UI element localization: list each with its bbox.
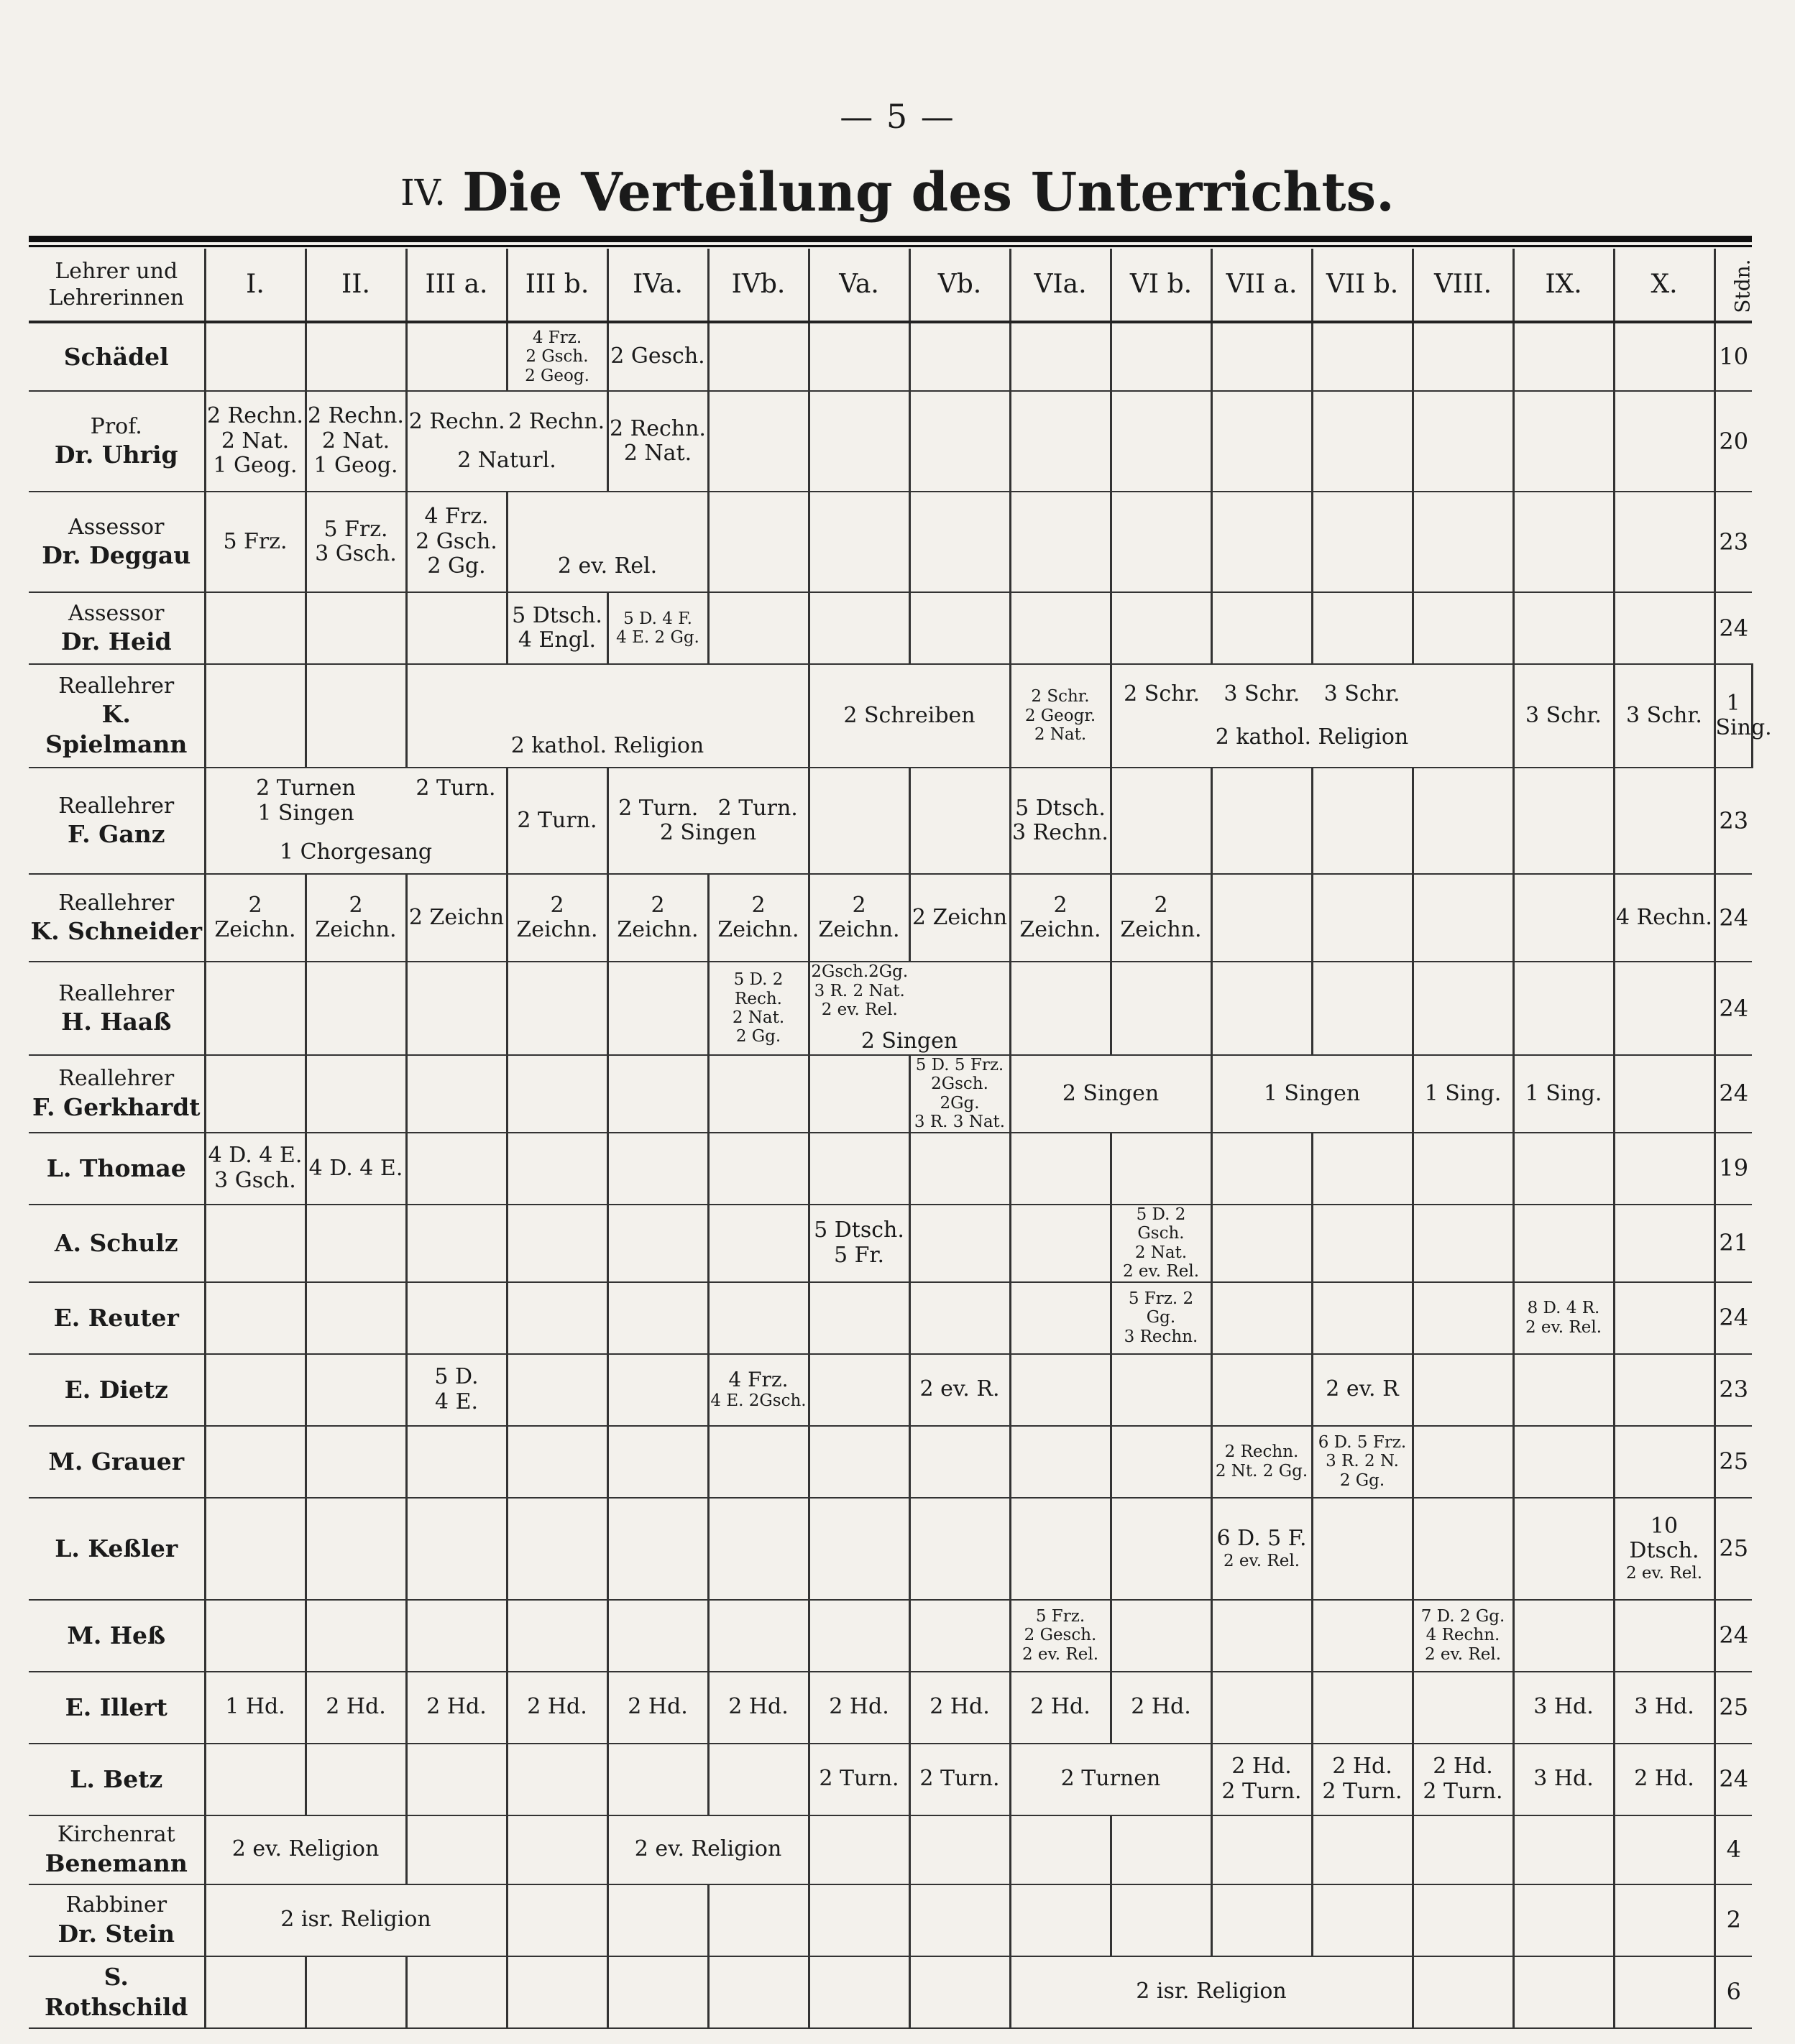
lesson-cell: 6 D. 5 Frz. 3 R. 2 N. 2 Gg.: [1312, 1426, 1413, 1498]
class-header: Va.: [809, 249, 909, 322]
hours-total: 23: [1714, 1354, 1752, 1426]
lesson-cell: 4 Frz. 2 Gsch. 2 Geog.: [507, 322, 607, 391]
class-header: VIII.: [1413, 249, 1513, 322]
table-row: [29, 1498, 1752, 1600]
lesson-cell: 2 Hd.: [1614, 1744, 1714, 1815]
hours-total: 19: [1714, 1133, 1752, 1205]
lesson-cell: 3 Hd.: [1614, 1672, 1714, 1744]
lesson-cell: 2 Hd.: [708, 1672, 809, 1744]
class-header: IX.: [1513, 249, 1614, 322]
lesson-cell: 4 Frz. 2 Gsch. 2 Gg.: [406, 492, 507, 592]
lesson-cell: 2 Zeichn.: [205, 874, 306, 962]
lesson-cell: 5 D. 5 Frz. 2Gsch. 2Gg. 3 R. 3 Nat.: [909, 1055, 1010, 1133]
hours-total: 20: [1714, 391, 1752, 492]
lesson-cell: 6 D. 5 F. 2 ev. Rel.: [1211, 1498, 1312, 1600]
lesson-cell: 2 Hd.: [1111, 1672, 1211, 1744]
lesson-cell: 2 Gesch.: [607, 322, 708, 391]
hours-total: 24: [1714, 1055, 1752, 1133]
section-title: Die Verteilung des Unterrichts.: [462, 162, 1395, 224]
lesson-cell: 2 Schreiben: [809, 664, 1010, 768]
teacher-name: Rabbiner Dr. Stein: [58, 1892, 175, 1948]
lesson-cell: 8 D. 4 R. 2 ev. Rel.: [1513, 1282, 1614, 1354]
hours-total: 25: [1714, 1672, 1752, 1744]
hours-total: 24: [1714, 962, 1752, 1055]
teacher-name: M. Heß: [67, 1621, 166, 1649]
section-number: IV.: [400, 172, 446, 213]
teacher-name: L. Keßler: [55, 1534, 178, 1562]
lesson-cell: 5 Frz. 2 Gesch. 2 ev. Rel.: [1010, 1600, 1111, 1672]
lesson-cell: 2 Rechn. 2 Nat. 1 Geog.: [306, 391, 406, 492]
teacher-name: S. Rothschild: [45, 1963, 188, 2021]
page-number: — 5 —: [840, 97, 955, 136]
lesson-cell: 1 Singen: [1211, 1055, 1413, 1133]
teacher-column-header: Lehrer und Lehrerinnen: [29, 249, 205, 322]
hours-total: 24: [1714, 1600, 1752, 1672]
lesson-cell: 4 D. 4 E. 3 Gsch.: [205, 1133, 306, 1205]
hours-total: 24: [1714, 874, 1752, 962]
lesson-cell: 2 Hd.: [406, 1672, 507, 1744]
teacher-name: Prof. Dr. Uhrig: [54, 413, 178, 469]
table-row: [29, 1426, 1752, 1498]
table-row: [29, 1282, 1752, 1354]
lesson-cell: 1 Sing.: [1413, 1055, 1513, 1133]
hours-column-header: Stdn.: [1714, 249, 1752, 322]
lesson-cell: 2 ev. Religion: [205, 1815, 406, 1884]
distribution-table: [29, 249, 1772, 2029]
lesson-cell: 5 Dtsch. 4 Engl.: [507, 592, 607, 664]
lesson-cell: 2 Rechn. 2 Nat. 1 Geog.: [205, 391, 306, 492]
lesson-cell: 2 Hd.: [607, 1672, 708, 1744]
page-title: [0, 162, 1795, 224]
hours-total: 24: [1714, 592, 1752, 664]
lesson-cell: 2 Turnen 1 Singen 2 Turn. 1 Chorgesang: [205, 768, 507, 874]
lesson-cell: 2 Hd.: [1010, 1672, 1111, 1744]
teacher-name: Reallehrer K. Schneider: [30, 890, 203, 945]
class-header: VII a.: [1211, 249, 1312, 322]
lesson-cell: 2 Schr. 2 Geogr. 2 Nat.: [1010, 664, 1111, 768]
lesson-cell: 4 Rechn.: [1614, 874, 1714, 962]
table-row: [29, 492, 1752, 592]
lesson-cell: 5 Frz.: [205, 492, 306, 592]
table-row: [29, 1055, 1752, 1133]
lesson-cell: 7 D. 2 Gg. 4 Rechn. 2 ev. Rel.: [1413, 1600, 1513, 1672]
class-header: III a.: [406, 249, 507, 322]
lesson-cell: 2 Hd. 2 Turn.: [1211, 1744, 1312, 1815]
lesson-cell: 2 Turn.: [809, 1744, 909, 1815]
hours-total: 24: [1714, 1282, 1752, 1354]
table-row: [29, 1956, 1752, 2028]
hours-total: 23: [1714, 492, 1752, 592]
class-header: Vb.: [909, 249, 1010, 322]
lesson-cell: 1 Sing.: [1714, 664, 1752, 768]
teacher-name: Reallehrer F. Ganz: [58, 793, 175, 848]
lesson-cell: 4 Frz. 4 E. 2Gsch.: [708, 1354, 809, 1426]
lesson-cell: 2 Zeichn.: [809, 874, 909, 962]
teacher-name: E. Illert: [65, 1693, 167, 1721]
table-row: [29, 592, 1752, 664]
lesson-cell: 2 Hd.: [809, 1672, 909, 1744]
lesson-cell: 2 isr. Religion: [1010, 1956, 1413, 2028]
table-row: [29, 1884, 1752, 1956]
lesson-cell: 3 Hd.: [1513, 1672, 1614, 1744]
header-row: [29, 249, 1752, 322]
teacher-name: Assessor Dr. Deggau: [42, 514, 191, 569]
class-header: VIa.: [1010, 249, 1111, 322]
lesson-cell: 3 Schr.: [1614, 664, 1714, 768]
lesson-cell: 2 Schr. 3 Schr. 3 Schr. 2 kathol. Religion: [1111, 664, 1513, 768]
lesson-cell: 2 ev. Religion: [607, 1815, 809, 1884]
lesson-cell: 1 Hd.: [205, 1672, 306, 1744]
lesson-cell: 5 Frz. 3 Gsch.: [306, 492, 406, 592]
lesson-cell: 5 D. 2 Rech. 2 Nat. 2 Gg.: [708, 962, 809, 1055]
lesson-cell: 2 Zeichn: [909, 874, 1010, 962]
lesson-cell: 2 Turn.: [507, 768, 607, 874]
table-row: [29, 1205, 1752, 1282]
class-header: I.: [205, 249, 306, 322]
teacher-name: L. Thomae: [46, 1154, 186, 1182]
teacher-name: Assessor Dr. Heid: [60, 600, 172, 655]
teacher-name: E. Dietz: [64, 1375, 168, 1404]
teacher-name: Kirchenrat Benemann: [45, 1822, 188, 1877]
lesson-cell: 2Gsch.2Gg. 3 R. 2 Nat. 2 ev. Rel. 2 Singen: [809, 962, 1010, 1055]
class-header: III b.: [507, 249, 607, 322]
teacher-name: Schädel: [63, 342, 169, 371]
lesson-cell: 2 Turn.: [909, 1744, 1010, 1815]
lesson-cell: 2 Zeichn: [406, 874, 507, 962]
class-header: II.: [306, 249, 406, 322]
lesson-cell: 2 Hd.: [306, 1672, 406, 1744]
top-rule: [29, 236, 1752, 242]
lesson-cell: 2 Hd. 2 Turn.: [1413, 1744, 1513, 1815]
class-header: X.: [1614, 249, 1714, 322]
lesson-cell: 2 isr. Religion: [205, 1884, 507, 1956]
lesson-cell: 5 Frz. 2 Gg. 3 Rechn.: [1111, 1282, 1211, 1354]
top-rule-thin: [29, 245, 1752, 247]
class-header: VII b.: [1312, 249, 1413, 322]
lesson-cell: 3 Schr.: [1513, 664, 1614, 768]
table-row: [29, 874, 1752, 962]
class-header: VI b.: [1111, 249, 1211, 322]
hours-total: 23: [1714, 768, 1752, 874]
hours-total: 24: [1714, 1744, 1752, 1815]
lesson-cell: 2 Zeichn.: [1111, 874, 1211, 962]
table-row: [29, 1815, 1752, 1884]
lesson-cell: 2 Hd.: [507, 1672, 607, 1744]
lesson-cell: 3 Hd.: [1513, 1744, 1614, 1815]
class-header: IVb.: [708, 249, 809, 322]
lesson-cell: 2 Turn. 2 Turn. 2 Singen: [607, 768, 809, 874]
teacher-name: Reallehrer H. Haaß: [58, 980, 175, 1036]
table-row: [29, 1133, 1752, 1205]
lesson-cell: 2 ev. R.: [909, 1354, 1010, 1426]
teacher-name: M. Grauer: [48, 1447, 185, 1476]
teacher-name: L. Betz: [70, 1764, 163, 1793]
hours-total: 25: [1714, 1498, 1752, 1600]
teacher-name: A. Schulz: [54, 1228, 178, 1257]
lesson-cell: 1 Sing.: [1513, 1055, 1614, 1133]
lesson-cell: 5 Dtsch. 3 Rechn.: [1010, 768, 1111, 874]
lesson-cell: 2 Zeichn.: [1010, 874, 1111, 962]
lesson-cell: 2 Zeichn.: [306, 874, 406, 962]
lesson-cell: 2 ev. R: [1312, 1354, 1413, 1426]
lesson-cell: 2 Zeichn.: [708, 874, 809, 962]
teacher-name: Reallehrer F. Gerkhardt: [32, 1066, 201, 1121]
lesson-cell: 2 Hd.: [909, 1672, 1010, 1744]
hours-total: 21: [1714, 1205, 1752, 1282]
hours-total: 6: [1714, 1956, 1752, 2028]
lesson-cell: 2 Zeichn.: [607, 874, 708, 962]
table-row: [29, 664, 1752, 768]
lesson-cell: 2 Singen: [1010, 1055, 1211, 1133]
table-row: [29, 1600, 1752, 1672]
table-row: [29, 391, 1752, 492]
lesson-cell: 5 D. 4 F. 4 E. 2 Gg.: [607, 592, 708, 664]
teacher-name: Reallehrer K. Spielmann: [45, 673, 188, 758]
hours-total: 25: [1714, 1426, 1752, 1498]
lesson-cell: 2 Zeichn.: [507, 874, 607, 962]
hours-total: 4: [1714, 1815, 1752, 1884]
lesson-cell: 4 D. 4 E.: [306, 1133, 406, 1205]
lesson-cell: 2 Turnen: [1010, 1744, 1211, 1815]
lesson-cell: 2 ev. Rel.: [507, 492, 708, 592]
lesson-cell: 5 D. 4 E.: [406, 1354, 507, 1426]
lesson-cell: 2 Rechn. 2 Nt. 2 Gg.: [1211, 1426, 1312, 1498]
hours-total: 2: [1714, 1884, 1752, 1956]
lesson-cell: 10 Dtsch. 2 ev. Rel.: [1614, 1498, 1714, 1600]
lesson-cell: 2 Rechn. 2 Rechn. 2 Naturl.: [406, 391, 607, 492]
lesson-cell: 5 D. 2 Gsch. 2 Nat. 2 ev. Rel.: [1111, 1205, 1211, 1282]
table-row: [29, 768, 1752, 874]
class-header: IVa.: [607, 249, 708, 322]
lesson-cell: 2 Hd. 2 Turn.: [1312, 1744, 1413, 1815]
lesson-cell: 2 Rechn. 2 Nat.: [607, 391, 708, 492]
lesson-cell: 2 kathol. Religion: [406, 664, 809, 768]
table-row: [29, 962, 1752, 1055]
lesson-cell: 5 Dtsch. 5 Fr.: [809, 1205, 909, 1282]
teacher-name: E. Reuter: [53, 1303, 179, 1332]
table-row: [29, 1672, 1752, 1744]
table-row: [29, 322, 1752, 391]
table-row: [29, 1354, 1752, 1426]
table-row: [29, 1744, 1752, 1815]
hours-total: 10: [1714, 322, 1752, 391]
